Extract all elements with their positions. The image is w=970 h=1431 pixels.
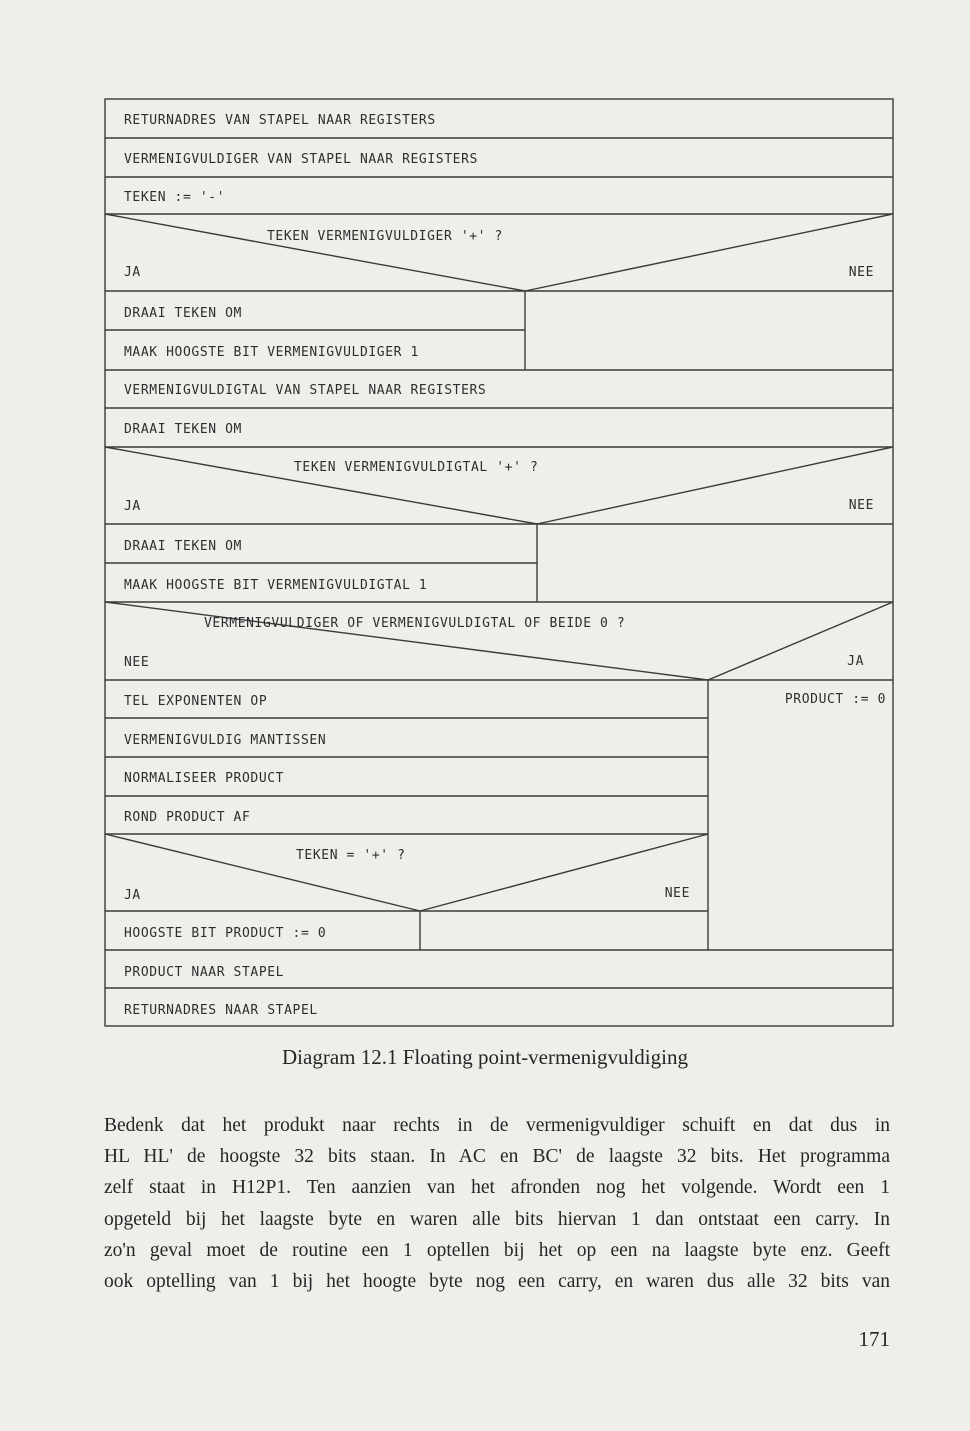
step-text: PRODUCT NAAR STAPEL [124, 965, 285, 980]
decision-yes-label: JA [124, 888, 141, 903]
page-number: 171 [858, 1327, 890, 1351]
step-text: HOOGSTE BIT PRODUCT := 0 [124, 926, 327, 941]
decision-question: VERMENIGVULDIGER OF VERMENIGVULDIGTAL OF BEIDE 0 ? [204, 616, 626, 631]
step-text: MAAK HOOGSTE BIT VERMENIGVULDIGER 1 [124, 345, 419, 360]
paragraph-line: HL HL' de hoogste 32 bits staan. In AC en BC' de laagste 32 bits. Het programma [104, 1146, 890, 1168]
step-text: DRAAI TEKEN OM [124, 422, 242, 437]
step-text: DRAAI TEKEN OM [124, 539, 242, 554]
step-text: RETURNADRES NAAR STAPEL [124, 1003, 318, 1018]
decision-question: TEKEN VERMENIGVULDIGTAL '+' ? [294, 460, 539, 475]
decision-no-label: NEE [848, 265, 874, 280]
step-text: TEKEN := '-' [124, 190, 226, 205]
step-text: TEL EXPONENTEN OP [124, 694, 268, 709]
paragraph-line: zelf staat in H12P1. Ten aanzien van het afronden nog het volgende. Wordt een 1 [104, 1177, 890, 1199]
step-text: DRAAI TEKEN OM [124, 306, 242, 321]
decision-yes-label: JA [124, 499, 141, 514]
decision-yes-label: JA [124, 265, 141, 280]
step-text: NORMALISEER PRODUCT [124, 771, 285, 786]
step-text: VERMENIGVULDIGTAL VAN STAPEL NAAR REGISTERS [124, 383, 487, 398]
step-text: VERMENIGVULDIGER VAN STAPEL NAAR REGISTERS [124, 152, 478, 167]
step-text: MAAK HOOGSTE BIT VERMENIGVULDIGTAL 1 [124, 578, 428, 593]
paragraph-line: ook optelling van 1 bij het hoogte byte nog een carry, en waren dus alle 32 bits van [104, 1271, 890, 1293]
decision-yes-label: JA [847, 654, 864, 669]
body-paragraph [104, 1110, 890, 1297]
step-text: VERMENIGVULDIG MANTISSEN [124, 733, 327, 748]
paragraph-line: zo'n geval moet de routine een 1 optellen bij het op een na laagste byte enz. Geeft [104, 1239, 890, 1261]
decision-no-label: NEE [664, 886, 690, 901]
step-text: RETURNADRES VAN STAPEL NAAR REGISTERS [124, 113, 436, 128]
decision-no-label: NEE [124, 655, 150, 670]
decision-question: TEKEN VERMENIGVULDIGER '+' ? [267, 229, 503, 244]
paragraph-line: Bedenk dat het produkt naar rechts in de vermenigvuldiger schuift en dat dus in [104, 1115, 890, 1136]
decision-question: TEKEN = '+' ? [296, 848, 406, 863]
step-text: ROND PRODUCT AF [124, 810, 251, 825]
decision-no-label: NEE [848, 498, 874, 513]
diagram-caption: Diagram 12.1 Floating point-vermenigvuldiging [282, 1045, 688, 1069]
paragraph-line: opgeteld bij het laagste byte en waren alle bits hiervan 1 dan ontstaat een carry. In [104, 1208, 890, 1230]
else-step-text: PRODUCT := 0 [784, 692, 886, 707]
